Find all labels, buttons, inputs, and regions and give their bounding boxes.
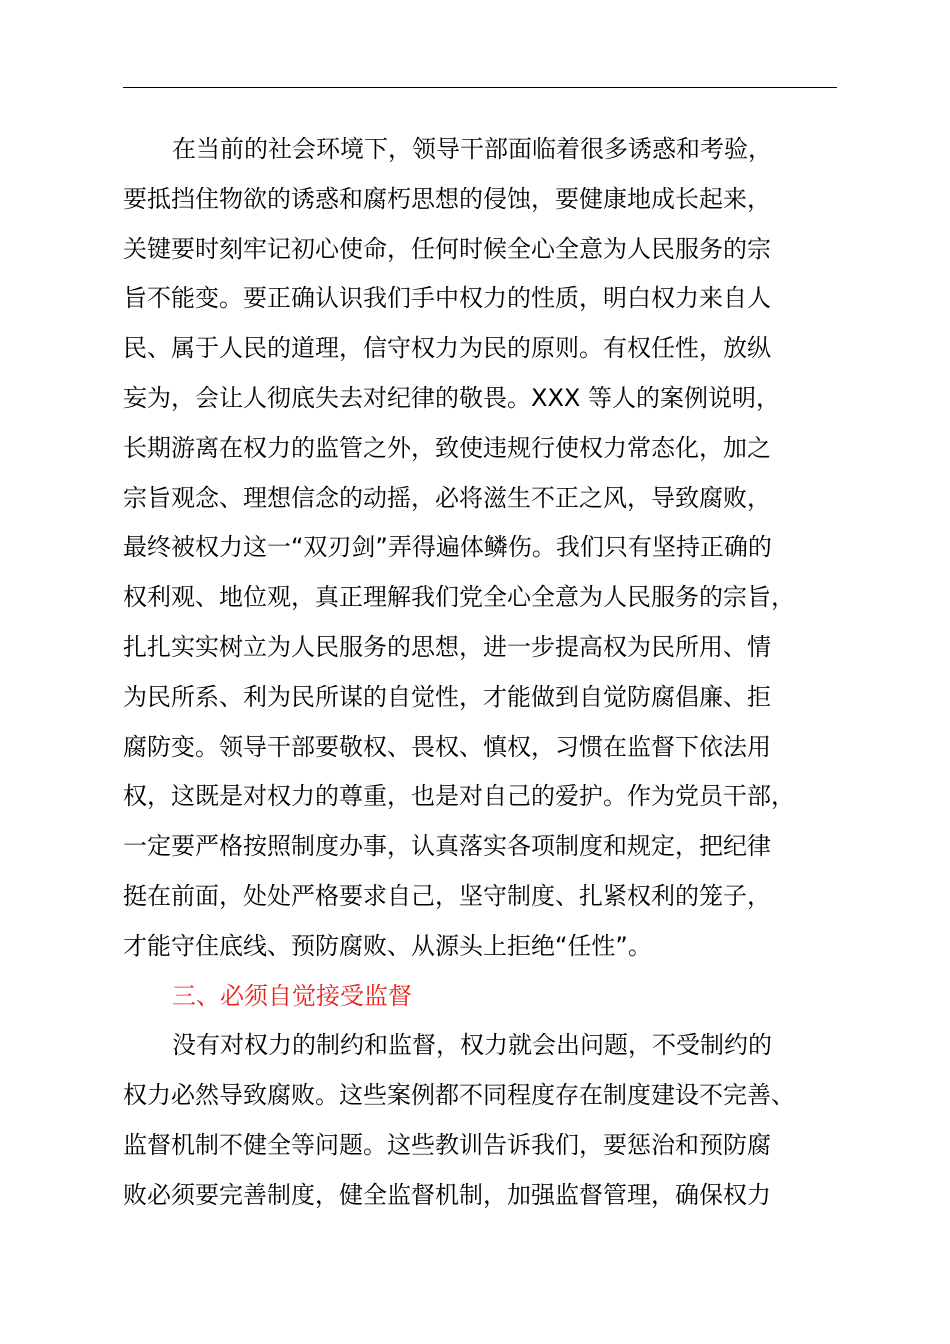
paragraph-line: 才能守住底线、预防腐败、从源头上拒绝“任性”。 [123,931,652,960]
paragraph-line: 在当前的社会环境下，领导干部面临着很多诱惑和考验， [172,135,772,163]
paragraph-line: 要抵挡住物欲的诱惑和腐朽思想的侵蚀，要健康地成长起来， [123,184,771,213]
paragraph-line: 宗旨观念、理想信念的动摇，必将滋生不正之风，导致腐败， [123,483,771,512]
paragraph-line: 民、属于人民的道理，信守权力为民的原则。有权任性，放纵 [123,334,771,363]
paragraph-line: 挺在前面，处处严格要求自己，坚守制度、扎紧权利的笼子， [123,881,771,910]
paragraph-line: 权利观、地位观，真正理解我们党全心全意为人民服务的宗旨， [123,583,795,612]
paragraph-line: 为民所系、利为民所谋的自觉性，才能做到自觉防腐倡廉、拒 [123,682,771,711]
section-heading: 三、必须自觉接受监督 [172,981,412,1010]
document-body [123,125,863,1221]
paragraph-line: 长期游离在权力的监管之外，致使违规行使权力常态化，加之 [123,433,771,462]
paragraph-line: 一定要严格按照制度办事，认真落实各项制度和规定，把纪律 [123,832,771,861]
paragraph-line: 最终被权力这一“双刃剑”弄得遍体鳞伤。我们只有坚持正确的 [123,533,772,562]
paragraph-line: 腐防变。领导干部要敬权、畏权、慎权，习惯在监督下依法用 [123,732,771,761]
paragraph-line: 败必须要完善制度，健全监督机制，加强监督管理，确保权力 [123,1180,771,1209]
header-rule [123,87,837,88]
paragraph-line: 关键要时刻牢记初心使命，任何时候全心全意为人民服务的宗 [123,234,771,263]
paragraph-line: 没有对权力的制约和监督，权力就会出问题，不受制约的 [172,1031,772,1060]
paragraph-line: 监督机制不健全等问题。这些教训告诉我们，要惩治和预防腐 [123,1130,771,1159]
paragraph-line: 权，这既是对权力的尊重，也是对自己的爱护。作为党员干部， [123,782,795,811]
paragraph-line: 扎扎实实树立为人民服务的思想，进一步提高权为民所用、情 [123,632,771,661]
paragraph-line: 旨不能变。要正确认识我们手中权力的性质，明白权力来自人 [123,284,771,313]
paragraph-line: 权力必然导致腐败。这些案例都不同程度存在制度建设不完善、 [123,1081,795,1110]
paragraph-line: 妄为，会让人彻底失去对纪律的敬畏。XXX 等人的案例说明， [123,383,780,412]
